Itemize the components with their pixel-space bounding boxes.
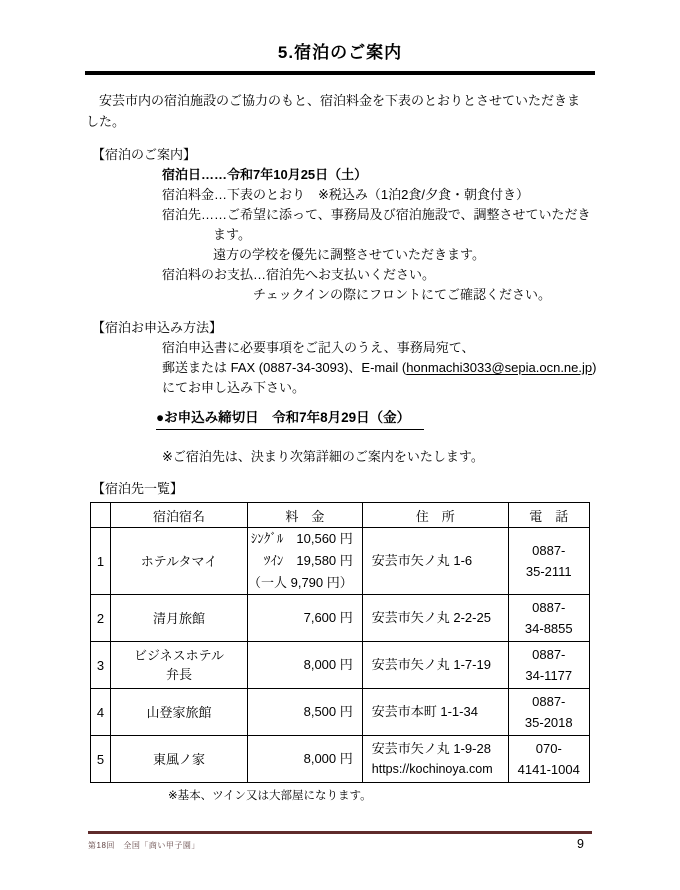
cell-address-line: 安芸市矢ノ丸 1-6 bbox=[371, 553, 473, 568]
cell-phone bbox=[508, 642, 589, 689]
cell-price bbox=[248, 689, 363, 736]
footer-row bbox=[88, 837, 592, 851]
cell-price-line: 8,500 円 bbox=[303, 704, 353, 719]
cell-phone-line: 0887- bbox=[532, 694, 566, 709]
cell-address-line: 安芸市矢ノ丸 2-2-25 bbox=[371, 610, 491, 625]
cell-phone bbox=[508, 595, 589, 642]
header-phone: 電 話 bbox=[508, 503, 589, 528]
cell-phone bbox=[508, 736, 589, 783]
header-address: 住 所 bbox=[362, 503, 508, 528]
cell-row-number-line: 5 bbox=[96, 751, 105, 767]
cell-phone bbox=[508, 528, 589, 595]
lodging-table-body bbox=[91, 528, 590, 783]
cell-price-line: ﾂｲﾝ 19,580 円 bbox=[263, 553, 353, 568]
page-title: 5.宿泊のご案内 bbox=[277, 43, 403, 62]
cell-hotel-name bbox=[111, 736, 248, 783]
cell-row-number-line: 1 bbox=[96, 553, 105, 569]
cell-price-line: （一人 9,790 円） bbox=[248, 575, 353, 590]
table-row bbox=[91, 689, 590, 736]
cell-address-line: 安芸市本町 1-1-34 bbox=[371, 704, 478, 719]
cell-price bbox=[248, 528, 363, 595]
cell-row-number bbox=[91, 642, 111, 689]
guide-fee: 宿泊料金…下表のとおり ※税込み（1泊2食/夕食・朝食付き） bbox=[162, 187, 529, 202]
cell-price bbox=[248, 736, 363, 783]
intro-paragraph bbox=[86, 90, 596, 132]
cell-phone-line: 070- bbox=[535, 741, 562, 756]
cell-row-number bbox=[91, 689, 111, 736]
cell-address bbox=[362, 595, 508, 642]
table-section-heading: 【宿泊先一覧】 bbox=[92, 481, 184, 496]
lodging-table bbox=[90, 502, 590, 783]
apply-line-2-prefix: 郵送または FAX (0887-34-3093)、E-mail ( bbox=[162, 360, 407, 375]
apply-section-heading: 【宿泊お申込み方法】 bbox=[92, 320, 223, 335]
page-footer bbox=[88, 831, 592, 851]
cell-phone-line: 34-8855 bbox=[524, 621, 573, 636]
intro-line-1: 安芸市内の宿泊施設のご協力のもと、宿泊料金を下表のとおりとさせていただきま bbox=[86, 93, 581, 108]
lodging-note: ※ご宿泊先は、決まり次第詳細のご案内をいたします。 bbox=[162, 449, 484, 464]
cell-hotel-name-line: ホテルタマイ bbox=[140, 553, 218, 569]
table-footnote: ※基本、ツイン又は大部屋になります。 bbox=[168, 790, 372, 802]
cell-hotel-name-line: 東風ノ家 bbox=[152, 751, 205, 767]
guide-place-line2: ます。 bbox=[213, 227, 251, 242]
table-row bbox=[91, 595, 590, 642]
cell-phone-line: 34-1177 bbox=[525, 668, 573, 683]
cell-hotel-name bbox=[111, 595, 248, 642]
table-row bbox=[91, 736, 590, 783]
cell-address-line: 安芸市矢ノ丸 1-7-19 bbox=[371, 657, 491, 672]
cell-hotel-name-line: 清月旅館 bbox=[152, 610, 205, 626]
footer-rule bbox=[88, 831, 592, 834]
guide-section-heading: 【宿泊のご案内】 bbox=[92, 147, 197, 162]
title-rule bbox=[85, 71, 595, 75]
cell-row-number-line: 3 bbox=[96, 657, 105, 673]
cell-row-number bbox=[91, 736, 111, 783]
cell-hotel-name-line: ビジネスホテル bbox=[134, 648, 224, 663]
cell-address-line: 安芸市矢ノ丸 1-9-28 bbox=[371, 741, 491, 756]
guide-payment-line2: チェックインの際にフロントにてご確認ください。 bbox=[253, 287, 551, 302]
apply-line-2 bbox=[162, 358, 680, 378]
guide-payment-line1: 宿泊料のお支払…宿泊先へお支払いください。 bbox=[162, 267, 436, 282]
intro-line-2: した。 bbox=[86, 114, 126, 129]
application-deadline: ●お申込み締切日 令和7年8月29日（金） bbox=[156, 406, 424, 430]
cell-address bbox=[362, 528, 508, 595]
apply-line-1: 宿泊申込書に必要事項をご記入のうえ、事務局宛て、 bbox=[162, 340, 475, 355]
cell-price bbox=[248, 642, 363, 689]
cell-price-line: 7,600 円 bbox=[303, 610, 353, 625]
cell-address bbox=[362, 642, 508, 689]
cell-phone-line: 0887- bbox=[532, 543, 566, 558]
email-link[interactable]: honmachi3033@sepia.ocn.ne.jp bbox=[406, 360, 593, 375]
cell-phone-line: 0887- bbox=[532, 600, 566, 615]
header-hotel-name: 宿泊宿名 bbox=[111, 503, 248, 528]
cell-address bbox=[362, 689, 508, 736]
cell-row-number bbox=[91, 595, 111, 642]
header-no bbox=[91, 503, 111, 528]
cell-hotel-name bbox=[111, 689, 248, 736]
cell-price bbox=[248, 595, 363, 642]
hotel-website-url[interactable]: https://kochinoya.com bbox=[371, 762, 493, 776]
cell-hotel-name-line: 弁長 bbox=[165, 667, 192, 682]
cell-hotel-name bbox=[111, 528, 248, 595]
cell-price-line: ｼﾝｸﾞﾙ 10,560 円 bbox=[250, 531, 353, 546]
table-row bbox=[91, 528, 590, 595]
guide-place-line1: 宿泊先……ご希望に添って、事務局及び宿泊施設で、調整させていただき bbox=[162, 207, 591, 222]
cell-phone-line: 35-2111 bbox=[525, 564, 572, 579]
cell-price-line: 8,000 円 bbox=[303, 751, 353, 766]
footer-event-title: 第18回 全国「商い甲子園」 bbox=[88, 841, 200, 850]
cell-address bbox=[362, 736, 508, 783]
cell-phone-line: 0887- bbox=[532, 647, 566, 662]
apply-line-2-suffix: ) bbox=[592, 360, 597, 375]
guide-place-line3: 遠方の学校を優先に調整させていただきます。 bbox=[213, 247, 485, 262]
cell-row-number-line: 4 bbox=[96, 704, 105, 720]
cell-phone bbox=[508, 689, 589, 736]
table-row bbox=[91, 642, 590, 689]
cell-phone-line: 35-2018 bbox=[524, 715, 573, 730]
cell-row-number bbox=[91, 528, 111, 595]
table-header-row bbox=[91, 503, 590, 528]
apply-line-3: にてお申し込み下さい。 bbox=[162, 380, 306, 395]
cell-hotel-name-line: 山登家旅館 bbox=[146, 704, 212, 720]
page-number: 9 bbox=[577, 837, 584, 851]
header-price: 料 金 bbox=[248, 503, 363, 528]
guide-stay-date: 宿泊日……令和7年10月25日（土） bbox=[162, 167, 368, 182]
cell-row-number-line: 2 bbox=[96, 610, 105, 626]
deadline-row bbox=[156, 406, 680, 430]
cell-phone-line: 4141-1004 bbox=[517, 762, 580, 777]
cell-hotel-name bbox=[111, 642, 248, 689]
cell-price-line: 8,000 円 bbox=[303, 657, 353, 672]
